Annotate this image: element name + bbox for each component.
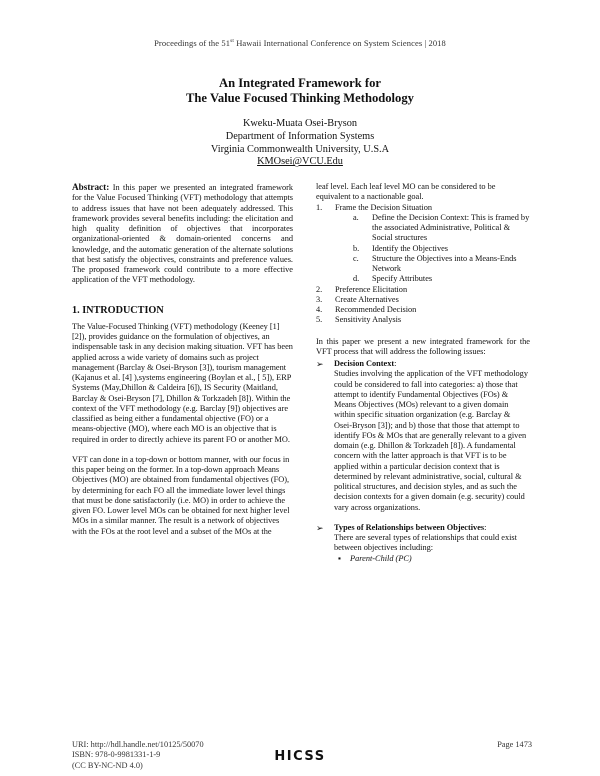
author-name: Kweku-Muata Osei-Bryson [242,118,358,129]
bullet-body: There are several types of relationships that could exist between objectives including: [334,533,517,553]
process-steps-list [316,203,530,326]
arrow-bullet-icon: ➢ [316,522,324,533]
abstract-text: In this paper we presented an integrated framework for the Value Focused Thinking (VFT) methodology that attempts to address issues that have not been adequately addressed. This framework provides several benefits including: the elicitation and high quality definition of objectives that incorporates organizational-oriented & domain-oriented concerns and knowledge, and the automatic generation of the alternate solutions that best satisfy the objectives, constraints and preference values. The proposed framework could contribute to a more effective application of the VFT methodology. [72,183,293,285]
page-number: Page 1473 [497,740,532,749]
list-item: b. Identify the Objectives [353,243,449,253]
intro-paragraph-2: VFT can done in a top-down or bottom manner, with our focus in this paper being on the former. In a top-down approach Means Objectives (MO) are obtained from fundamental objectives (FO), by determining for each FO all the immediate lower level things that must be done satisfactorily (i.e. MO) in order to achieve the given FO. Lower level MOs can be obtained for next higher level MOs in a similar manner. The result is a network of objectives with the FOs at the root level and a subset of the MOs at the [72,454,290,536]
list-item: 2. Preference Elicitation [316,284,408,294]
author-block [0,118,600,169]
paper-title [0,76,600,106]
list-item: d. Specify Attributes [353,274,433,284]
title-line-2: The Value Focused Thinking Methodology [186,91,414,105]
list-item: 3. Create Alternatives [316,294,399,304]
square-bullet-icon: ▪ [338,553,341,563]
substeps-list [353,213,530,285]
author-department: Department of Information Systems [225,130,375,142]
author-university: Virginia Commonwealth University, U.S.A [210,143,390,155]
list-item: 1. Frame the Decision Situation a. Define the Decision Context: This is framed by the associated Administrative, Political & Social structures b. Identify the Objectives c. Structure the Objectives into a Means-Ends Network d. Specify Attributes [316,202,530,284]
footer-uri[interactable]: URI: http://hdl.handle.net/10125/50070 [72,740,204,749]
bullet-decision-context: ➢ Decision Context: Studies involving the application of the VFT methodology could be considered to fall into categories: a) those that attempt to identify Fundamental Objectives (FOs) & Means Objectives (MOs) relevant to a given domain within specific situation organization (e.g. Barclay & Osei-Bryson [3]); and b) those that those that attempt to identify FOs & MOs that are generally relevant to a given domain (e.g. Dhillon & Torkzadeh [8]). A fundamental concern with the latter approach is that VFT is to be applied within a particular decision context that is determined by relevant administrative, social, cultural & political structures, and decision styles, and as such the decision contexts for a given domain (e.g. security) could vary across organizations. [316,359,530,513]
continued-text: leaf level. Each leaf level MO can be considered to be equivalent to a nactionable goal. [316,182,496,202]
author-email[interactable]: KMOsei@VCU.Edu [257,156,343,168]
title-line-1: An Integrated Framework for [219,76,381,90]
abstract [72,182,293,286]
hicss-logo: HICSS [274,749,326,764]
section-heading-introduction: 1. INTRODUCTION [72,304,164,316]
proceedings-header: Proceedings of the 51st Hawaii International Conference on System Sciences | 2018 [154,38,446,48]
list-item: 4. Recommended Decision [316,305,417,314]
bullet-heading: Decision Context [334,359,395,368]
list-item: c. Structure the Objectives into a Means-Ends Network [353,253,517,273]
present-paragraph: In this paper we present a new integrated framework for the VFT process that will address the following issues: [316,336,530,356]
list-item: a. Define the Decision Context: This is framed by the associated Administrative, Political & Social structures [353,212,530,243]
footer-license: (CC BY-NC-ND 4.0) [72,760,143,770]
arrow-bullet-icon: ➢ [316,359,324,369]
left-column [72,182,293,547]
right-column [316,182,530,564]
bullet-body: Studies involving the application of the VFT methodology could be considered to fall into categories: a) those that attempt to identify Fundamental Objectives (FOs) & Means Objectives (MOs) relevant to a given domain within specific situation organization (e.g. Barclay & Osei-Bryson [3]); and b) those that those that attempt to identify FOs & MOs that are generally relevant to a given domain (e.g. Dhillon & Torkzadeh [8]). A fundamental concern with the latter approach is that VFT is to be applied within a particular decision context that is determined by relevant administrative, social, cultural & political structures, and decision styles, and as such the decision contexts for a given domain (e.g. security) could vary across organizations. [334,369,528,512]
list-item: 5. Sensitivity Analysis [316,315,402,325]
bullet-relationship-types: ➢ Types of Relationships between Objectives: There are several types of relationships that could exist between objectives including: ▪ Parent-Child (PC) [316,523,530,564]
bullet-heading: Types of Relationships between Objectives [334,522,485,532]
footer-isbn: ISBN: 978-0-9981331-1-9 [72,750,161,760]
abstract-label: Abstract: [72,182,110,192]
intro-paragraph-1: The Value-Focused Thinking (VFT) methodology (Keeney [1] [2]), provides guidance on the formulation of objectives, an indispensable task in any decision making situation. VFT has been applied across a wide variety of domains such as project management (Barclay & Osei-Bryson [3]), tourism management (Kajanus et al. [4] ),systems engineering (Boylan et al., [ 5]), ERP Systems (May,Dhillon & Caldeira [6]), IS Security (Maitland, Barclay & Osei-Bryson [7], Dhillon & Torkzadeh [8]). Within the context of the VFT methodology (e.g. Barclay [9]) objectives are classified as being either a fundamental objective (FO) or a means-objective (MO), where each MO is an objective that is required in order to directly achieve its parent FO or another MO. [72,321,293,444]
sub-bullet-item: ▪ Parent-Child (PC) [338,553,412,563]
